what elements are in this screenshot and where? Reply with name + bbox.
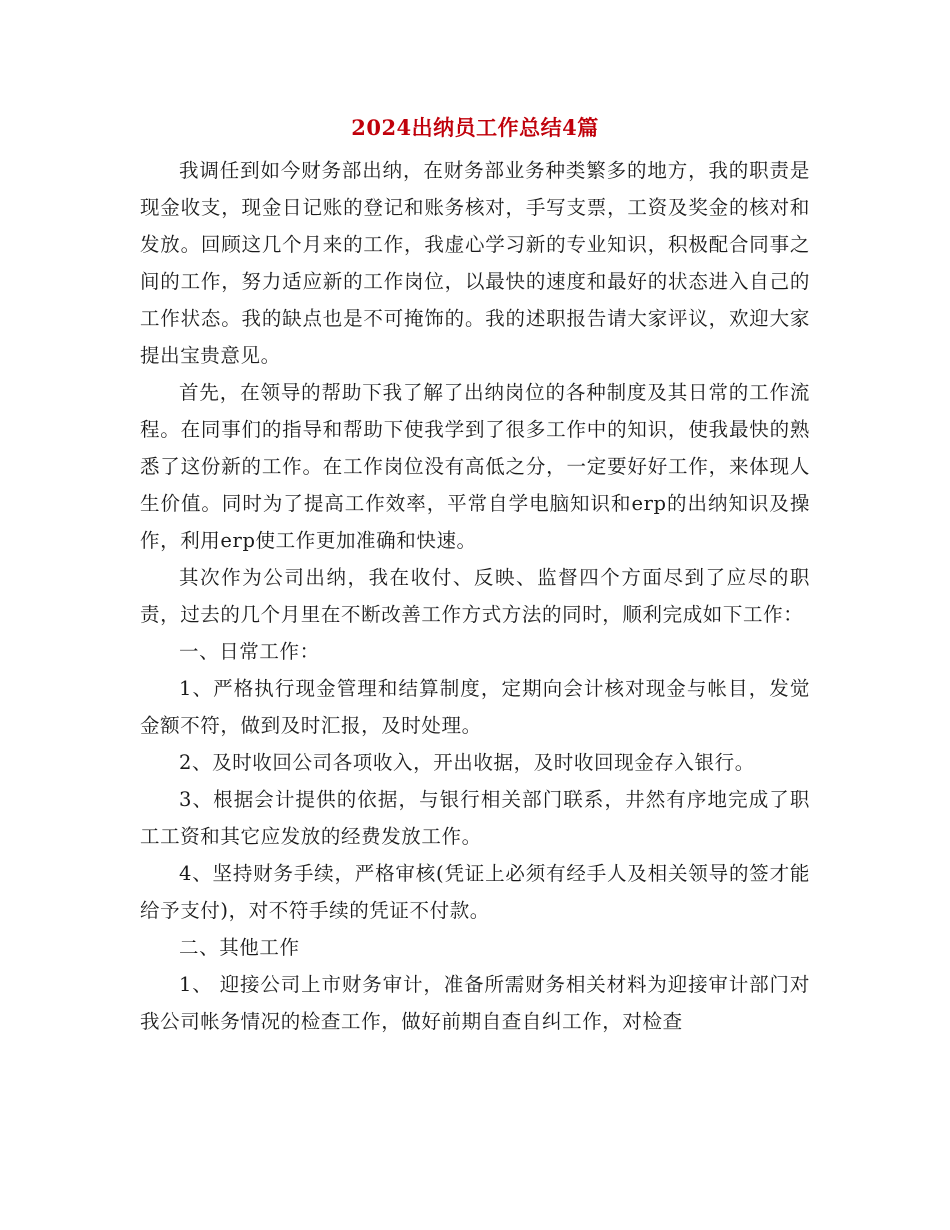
list-item-daily-2: 2、及时收回公司各项收入，开出收据，及时收回现金存入银行。 [179, 751, 755, 774]
list-item-daily-1: 1、严格执行现金管理和结算制度，定期向会计核对现金与帐目，发觉金额不符，做到及时汇报，及时处理。 [140, 677, 810, 737]
paragraph-second: 其次作为公司出纳，我在收付、反映、监督四个方面尽到了应尽的职责，过去的几个月里在不断改善工作方式方法的同时，顺利完成如下工作： [140, 566, 810, 626]
list-item-daily-3: 3、根据会计提供的依据，与银行相关部门联系，井然有序地完成了职工工资和其它应发放的经费发放工作。 [140, 788, 810, 848]
section-heading-daily-work: 一、日常工作： [179, 640, 320, 663]
list-item-daily-4: 4、坚持财务手续，严格审核(凭证上必须有经手人及相关领导的签才能给予支付)，对不符手续的凭证不付款。 [140, 862, 810, 922]
paragraph-intro: 我调任到如今财务部出纳，在财务部业务种类繁多的地方，我的职责是现金收支，现金日记账的登记和账务核对，手写支票，工资及奖金的核对和发放。回顾这几个月来的工作，我虚心学习新的专业知识，积极配合同事之间的工作，努力适应新的工作岗位，以最快的速度和最好的状态进入自己的工作状态。我的缺点也是不可掩饰的。我的述职报告请大家评议，欢迎大家提出宝贵意见。 [140, 159, 810, 367]
document-title: 2024出纳员工作总结4篇 [351, 115, 599, 140]
document-body [140, 152, 810, 1040]
section-heading-other-work: 二、其他工作 [179, 936, 300, 959]
list-item-other-1: 1、 迎接公司上市财务审计，准备所需财务相关材料为迎接审计部门对我公司帐务情况的检查工作，做好前期自查自纠工作，对检查 [140, 973, 810, 1033]
paragraph-first: 首先，在领导的帮助下我了解了出纳岗位的各种制度及其日常的工作流程。在同事们的指导和帮助下使我学到了很多工作中的知识，使我最快的熟悉了这份新的工作。在工作岗位没有高低之分，一定要好好工作，来体现人生价值。同时为了提高工作效率，平常自学电脑知识和erp的出纳知识及操作，利用erp使工作更加准确和快速。 [140, 381, 810, 552]
